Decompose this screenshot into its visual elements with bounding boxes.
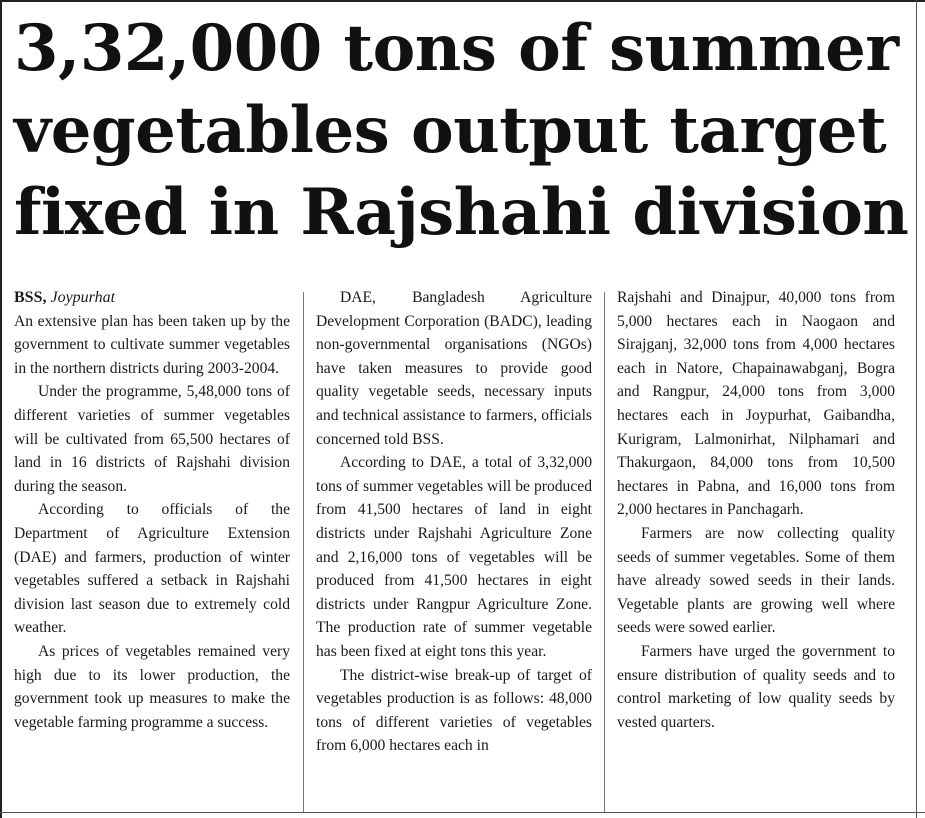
article-headline: 3,32,000 tons of summer vegetables output target fixed in Rajshahi division <box>14 11 909 250</box>
byline <box>14 286 290 310</box>
right-border <box>916 0 917 818</box>
column-2 <box>316 286 592 758</box>
paragraph: DAE, Bangladesh Agriculture Development Corporation (BADC), leading non-governmental organisations (NGOs) have taken measures to provide good quality vegetable seeds, necessary inputs and technical assistance to farmers, officials concerned told BSS. <box>316 289 592 448</box>
column-divider <box>604 292 605 812</box>
paragraph: As prices of vegetables remained very high due to its lower production, the government took up measures to make the vegetable farming programme a success. <box>14 642 290 731</box>
byline-agency: BSS, <box>14 289 47 306</box>
column-divider <box>303 292 304 812</box>
paragraph: Under the programme, 5,48,000 tons of different varieties of summer vegetables will be cultivated from 65,500 hectares of land in 16 districts of Rajshahi division during the season. <box>14 383 290 495</box>
paragraph: Farmers have urged the government to ensure distribution of quality seeds and to control marketing of low quality seeds by vested quarters. <box>617 642 895 731</box>
column-3 <box>617 286 895 734</box>
paragraph: Farmers are now collecting quality seeds of summer vegetables. Some of them have already sowed seeds in their lands. Vegetable plants are growing well where seeds were sowed earlier. <box>617 524 895 637</box>
column-1 <box>14 286 290 734</box>
paragraph: According to officials of the Department of Agriculture Extension (DAE) and farmers, production of winter vegetables suffered a setback in Rajshahi division last season due to extremely cold weather. <box>14 501 290 637</box>
paragraph: The district-wise break-up of target of vegetables production is as follows: 48,000 tons of different varieties of vegetables from 6,000 hectares each in <box>316 666 592 755</box>
top-border <box>0 0 925 2</box>
paragraph: An extensive plan has been taken up by the government to cultivate summer vegetables in the northern districts during 2003-2004. <box>14 312 290 377</box>
bottom-border <box>0 812 925 813</box>
paragraph: Rajshahi and Dinajpur, 40,000 tons from 5,000 hectares each in Naogaon and Sirajganj, 32,000 tons from 4,000 hectares each in Natore, Chapainawabganj, Bogra and Rangpur, 24,000 tons from 3,000 hectares each in Joypurhat, Gaibandha, Kurigram, Lalmonirhat, Nilphamari and Thakurgaon, 84,000 tons from 10,500 hectares in Pabna, and 16,000 tons from 2,000 hectares in Panchagarh. <box>617 289 895 519</box>
byline-place: Joypurhat <box>50 289 116 306</box>
left-border <box>0 0 2 818</box>
paragraph: According to DAE, a total of 3,32,000 tons of summer vegetables will be produced from 41,500 hectares of land in eight districts under Rajshahi Agriculture Zone and 2,16,000 tons of vegetables will be produced from 41,500 hectares in eight districts under Rangpur Agriculture Zone. The production rate of summer vegetable has been fixed at eight tons this year. <box>316 454 592 660</box>
